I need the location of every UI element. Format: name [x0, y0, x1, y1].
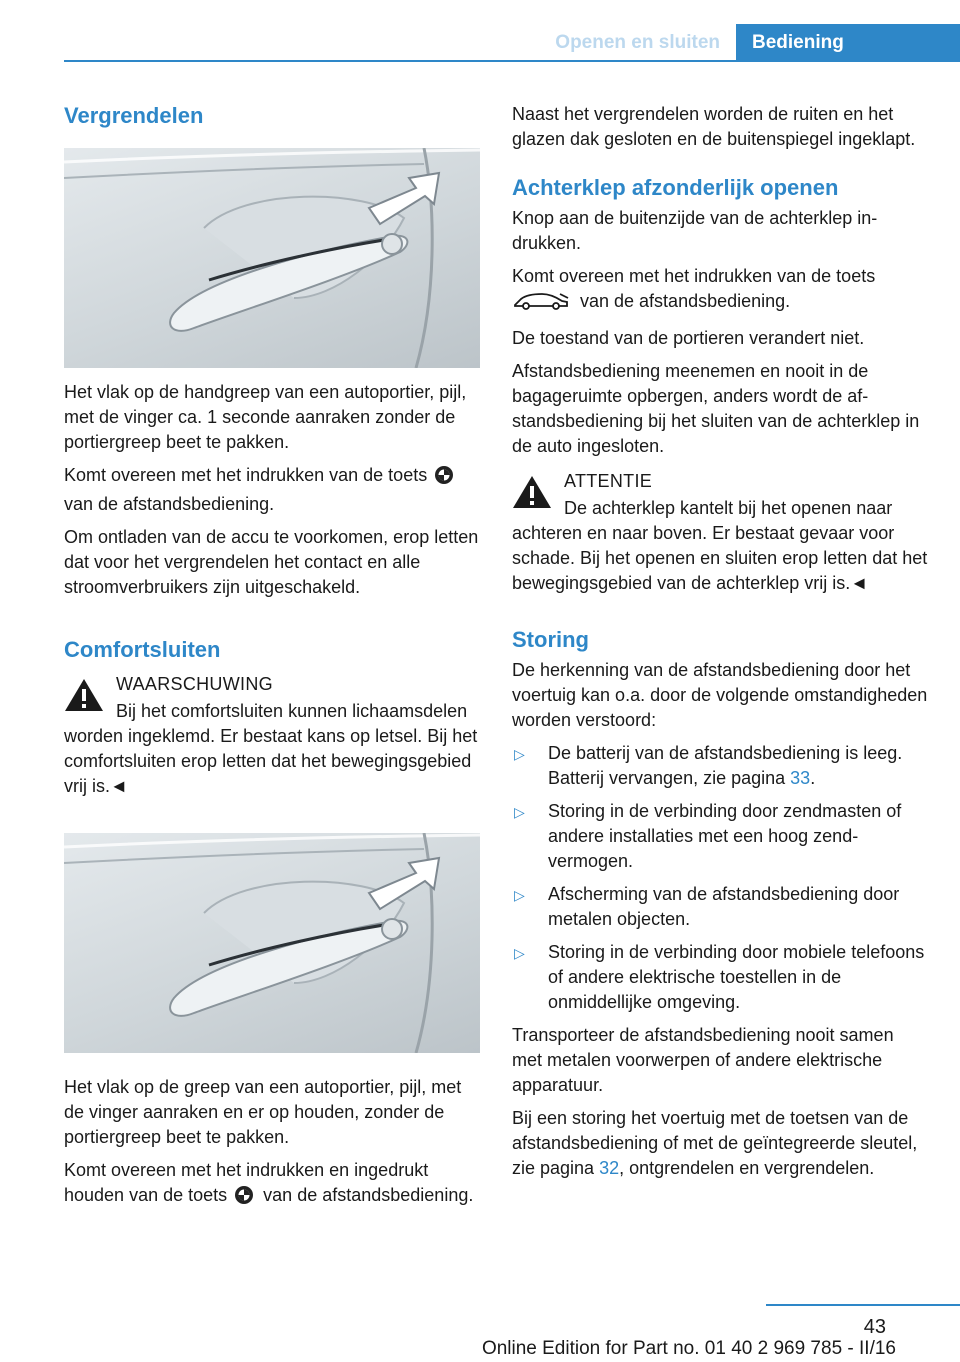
caution-title: ATTENTIE [564, 471, 653, 491]
paragraph-tailgate-remote [512, 264, 928, 318]
warning-body: Bij het comfortsluiten kunnen lichaamsdelen worden ingeklemd. Er bestaat kans op letsel. Bij het comfortsluiten erop letten dat het bewegingsgebied vrij is.◄ [64, 701, 478, 796]
footer-rule [766, 1304, 960, 1306]
caution-body: De achterklep kantelt bij het openen naar achteren en naar boven. Er bestaat gevaar voor schade. Bij het openen en sluiten erop letten dat het bewegingsgebied van de achterklep vrij is.◄ [512, 498, 928, 593]
paragraph-fault-unlock [512, 1106, 928, 1181]
paragraph-hold-button-lead: Komt overeen met het indrukken en ingedrukt houden van de toets [64, 1160, 429, 1205]
paragraph-lock-button [64, 463, 480, 517]
list-item-text: Afscherming van de afstandsbediening door metalen objecten. [548, 884, 900, 929]
bmw-logo-icon [434, 465, 454, 492]
paragraph-tailgate-button: Knop aan de buitenzijde van de achterklep indrukken. [512, 208, 878, 253]
warning-triangle-icon [512, 475, 552, 514]
interference-list [512, 741, 928, 1015]
paragraph-lock-button-tail: van de afstandsbediening. [64, 494, 275, 514]
list-item [512, 940, 928, 1015]
list-item-text: De batterij van de afstandsbediening is leeg. Batterij vervangen, zie pagina [548, 743, 903, 788]
paragraph-remote-storage: Afstandsbediening meenemen en nooit in de bagageruimte opbergen, anders wordt de afstandsbediening bij het sluiten van de achterklep in de auto ingesloten. [512, 361, 920, 456]
door-handle-photo-2 [64, 833, 480, 1053]
header-rule [64, 60, 960, 62]
list-item [512, 741, 928, 791]
paragraph-lock-button-lead: Komt overeen met het indrukken van de toets [64, 465, 428, 485]
header-section-label: Openen en sluiten [555, 32, 720, 53]
heading-achterklep: Achterklep afzonderlijk openen [512, 175, 839, 200]
door-handle-photo-1 [64, 148, 480, 368]
triangle-bullet-icon: ▷ [514, 804, 525, 820]
list-item [512, 882, 928, 932]
page-link-33[interactable]: 33 [790, 768, 811, 788]
paragraph-touch-lock: Het vlak op de handgreep van een autoportier, pijl, met de vinger ca. 1 seconde aanraken zonder de portiergreep beet te pakken. [64, 382, 467, 452]
heading-storing: Storing [512, 627, 589, 652]
list-item-text: Storing in de verbinding door zendmasten of andere installaties met een hoog zendvermogen. [548, 801, 902, 871]
warning-title: WAARSCHUWING [116, 674, 273, 694]
paragraph-hold-button [64, 1158, 480, 1212]
paragraph-tailgate-remote-tail: van de afstandsbediening. [580, 291, 791, 311]
car-tailgate-icon [512, 291, 570, 318]
paragraph-doors-unchanged: De toestand van de portieren verandert niet. [512, 328, 865, 348]
warning-triangle-icon [64, 678, 104, 717]
door-handle-illustration-2 [64, 833, 480, 1053]
edition-note: Online Edition for Part no. 01 40 2 969 785 - II/16 [481, 1338, 896, 1359]
header-chapter-tab: Bediening [736, 24, 960, 62]
page-number: 43 [863, 1316, 886, 1338]
heading-vergrendelen: Vergrendelen [64, 103, 204, 128]
paragraph-windows-close: Naast het vergrendelen worden de ruiten en het glazen dak gesloten en de buitenspiegel ingeklapt. [512, 104, 916, 149]
caution-block [512, 469, 928, 596]
paragraph-tailgate-remote-lead: Komt overeen met het indrukken van de toets [512, 266, 876, 286]
warning-block [64, 672, 480, 799]
paragraph-transport-note: Transporteer de afstandsbediening nooit samen met metalen voorwerpen of andere elektrische apparatuur. [512, 1025, 894, 1095]
list-item [512, 799, 928, 874]
bmw-logo-icon [234, 1185, 254, 1212]
triangle-bullet-icon: ▷ [514, 746, 525, 762]
left-column [64, 98, 480, 1212]
heading-comfortsluiten: Comfortsluiten [64, 637, 221, 662]
list-item-text: Storing in de verbinding door mobiele telefoons of andere elektrische toestellen in de onmiddellijke omgeving. [548, 942, 925, 1012]
door-handle-illustration [64, 148, 480, 368]
paragraph-interference-intro: De herkenning van de afstandsbediening door het voertuig kan o.a. door de volgende omstandigheden worden verstoord: [512, 660, 928, 730]
list-item-after: . [810, 768, 816, 788]
paragraph-battery-note: Om ontladen van de accu te voorkomen, erop letten dat voor het vergrendelen het contact en alle stroomverbruikers zijn uitgeschakeld. [64, 527, 479, 597]
paragraph-fault-unlock-tail: , ontgrendelen en vergrendelen. [619, 1158, 875, 1178]
triangle-bullet-icon: ▷ [514, 945, 525, 961]
paragraph-touch-hold: Het vlak op de greep van een autoportier, pijl, met de vinger aanraken en er op houden, zonder de portiergreep beet te pakken. [64, 1077, 462, 1147]
paragraph-hold-button-tail: van de afstandsbediening. [263, 1185, 474, 1205]
triangle-bullet-icon: ▷ [514, 887, 525, 903]
right-column [512, 102, 928, 1181]
page-link-32[interactable]: 32 [599, 1158, 620, 1178]
paragraph-fault-unlock-lead: Bij een storing het voertuig met de toetsen van de afstandsbediening of met de geïntegreerde sleutel, zie pagina [512, 1108, 918, 1178]
